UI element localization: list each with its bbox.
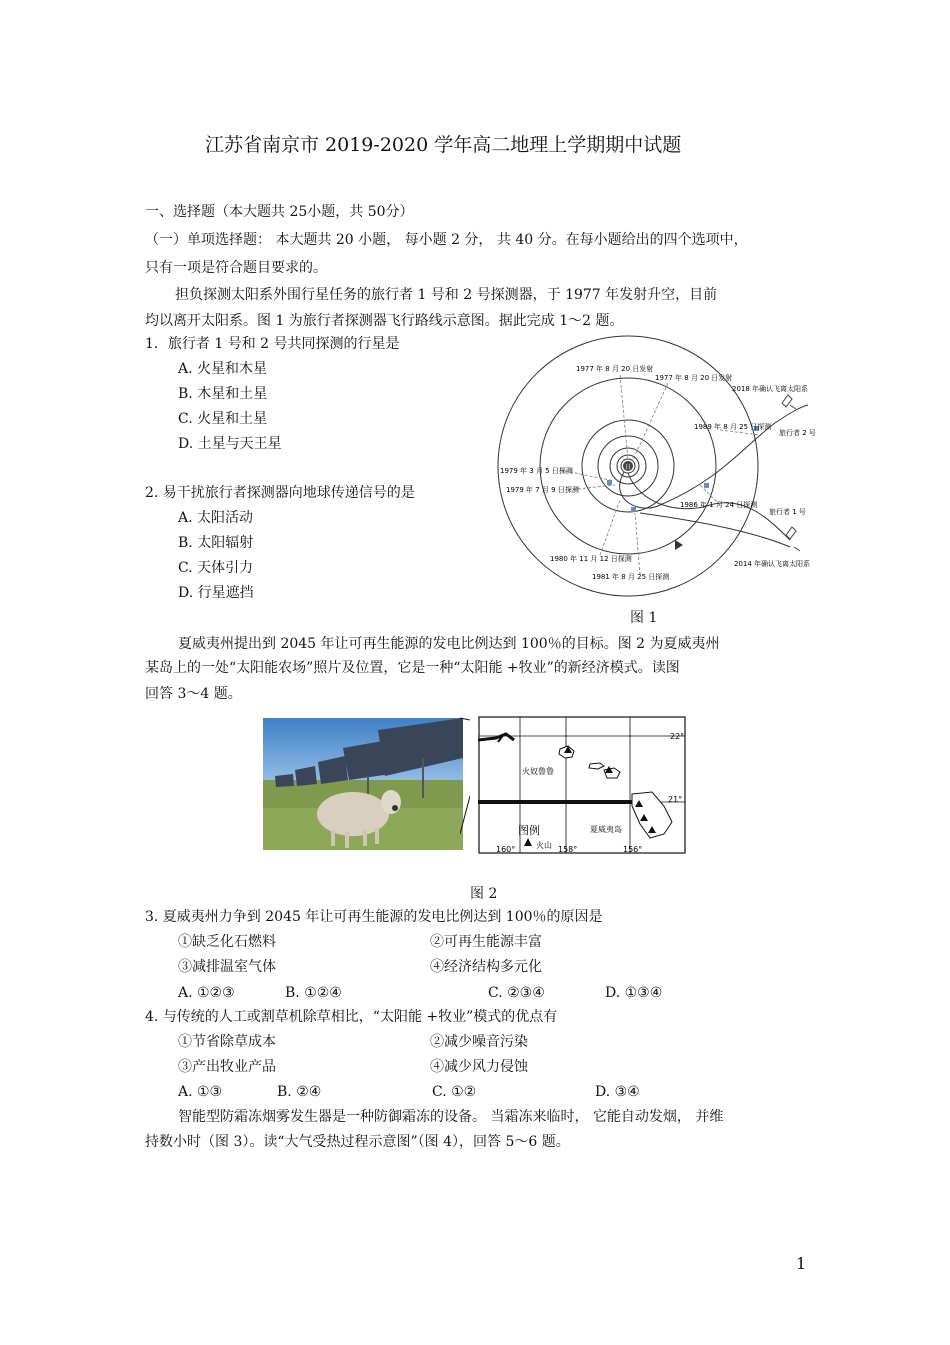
passage-line: 持数小时（图 3）。读“大气受热过程示意图”（图 4），回答 5～6 题。 xyxy=(145,1134,570,1150)
page-title: 江苏省南京市 2019-2020 学年高二地理上学期期中试题 xyxy=(205,134,682,156)
q4-option-c: C. ①② xyxy=(432,1084,477,1100)
lat-21-label: 21° xyxy=(668,795,683,804)
instructions-line: （一）单项选择题： 本大题共 20 小题， 每小题 2 分， 共 40 分。在每小题给出的四个选项中， xyxy=(145,232,748,248)
q4-option-d: D. ③④ xyxy=(595,1084,640,1100)
label-voyager-1: 旅行者 1 号 xyxy=(769,508,806,516)
q2-option-b: B. 太阳辐射 xyxy=(178,535,254,551)
question-3-stem: 3. 夏威夷州力争到 2045 年让可再生能源的发电比例达到 100％的原因是 xyxy=(145,909,603,925)
q4-statement-3: ③产出牧业产品 xyxy=(178,1059,276,1075)
q1-option-d: D. 土星与天王星 xyxy=(178,436,282,452)
q4-option-b: B. ②④ xyxy=(277,1084,322,1100)
question-4-stem: 4. 与传统的人工或割草机除草相比，“太阳能 +牧业”模式的优点有 xyxy=(145,1009,558,1025)
label-1981: 1981 年 8 月 25 日探测 xyxy=(592,573,670,581)
lat-22-label: 22° xyxy=(670,732,685,741)
label-launch-2: 1977 年 8 月 20 日发射 xyxy=(655,374,733,382)
label-1986: 1986 年 1 月 24 日探测 xyxy=(680,501,758,509)
label-leave-2014: 2014 年确认飞离太阳系 xyxy=(734,560,811,568)
q3-option-a: A. ①②③ xyxy=(178,985,235,1001)
page-number: 1 xyxy=(796,1254,807,1273)
passage-line: 担负探测太阳系外围行星任务的旅行者 1 号和 2 号探测器，于 1977 年发射升空，目前 xyxy=(175,287,718,303)
label-1979-july: 1979 年 7 月 9 日探测 xyxy=(506,486,579,494)
label-1980: 1980 年 11 月 12 日探测 xyxy=(550,555,632,563)
passage-line: 智能型防霜冻烟雾发生器是一种防御霜冻的设备。 当霜冻来临时， 它能自动发烟， 并维 xyxy=(178,1109,724,1125)
q3-statement-1: ①缺乏化石燃料 xyxy=(178,934,276,950)
figure-1-caption: 图 1 xyxy=(630,610,658,626)
label-launch-1: 1977 年 8 月 20 日发射 xyxy=(576,365,654,373)
q4-option-a: A. ①③ xyxy=(178,1084,223,1100)
q2-option-d: D. 行星遮挡 xyxy=(178,585,254,601)
voyager1-probe-icon xyxy=(786,527,800,551)
question-1-stem: 1．旅行者 1 号和 2 号共同探测的行星是 xyxy=(145,336,400,352)
label-leave-2018: 2018 年确认飞离太阳系 xyxy=(732,385,809,393)
q4-statement-4: ④减少风力侵蚀 xyxy=(430,1059,528,1075)
q3-option-d: D. ①③④ xyxy=(605,985,663,1001)
honolulu-label: 火奴鲁鲁 xyxy=(522,767,554,776)
sun-label: 日 xyxy=(625,464,632,471)
passage-line: 回答 3～4 题。 xyxy=(145,686,242,702)
label-voyager-2: 旅行者 2 号 xyxy=(779,429,816,437)
photo-connector-lines xyxy=(460,716,470,836)
legend-volcano-label: 火山 xyxy=(536,841,552,850)
passage-line: 某岛上的一处“太阳能农场”照片及位置，它是一种“太阳能 +牧业”的新经济模式。读图 xyxy=(145,660,680,676)
q3-option-b: B. ①②④ xyxy=(285,985,342,1001)
label-1989: 1989 年 8 月 25 日探测 xyxy=(694,423,772,431)
label-1979-march: 1979 年 3 月 5 日探测 xyxy=(500,467,573,475)
q4-statement-1: ①节省除草成本 xyxy=(178,1034,276,1050)
passage-line: 夏威夷州提出到 2045 年让可再生能源的发电比例达到 100％的目标。图 2 为夏威夷州 xyxy=(178,636,720,652)
question-2-stem: 2. 易干扰旅行者探测器向地球传递信号的是 xyxy=(145,485,415,501)
hawaii-location-map xyxy=(478,716,688,856)
q2-option-c: C. 天体引力 xyxy=(178,560,254,576)
q1-option-b: B. 木星和土星 xyxy=(178,386,268,402)
lon-156-label: 156° xyxy=(623,845,643,854)
lon-160-label: 160° xyxy=(496,845,516,854)
figure-2-caption: 图 2 xyxy=(470,886,498,902)
instructions-line: 只有一项是符合题目要求的。 xyxy=(145,260,327,276)
q3-statement-2: ②可再生能源丰富 xyxy=(430,934,542,950)
q2-option-a: A. 太阳活动 xyxy=(178,510,254,526)
solar-farm-photo xyxy=(263,718,463,850)
voyager-trajectory-diagram xyxy=(490,335,825,600)
q1-option-c: C. 火星和土星 xyxy=(178,411,268,427)
lon-158-label: 158° xyxy=(558,845,578,854)
q3-statement-3: ③减排温室气体 xyxy=(178,959,276,975)
passage-line: 均以离开太阳系。图 1 为旅行者探测器飞行路线示意图。据此完成 1～2 题。 xyxy=(145,313,624,329)
q1-option-a: A. 火星和木星 xyxy=(178,361,268,377)
voyager2-probe-icon xyxy=(782,395,796,409)
hawaii-island-label: 夏威夷岛 xyxy=(590,825,622,834)
q4-statement-2: ②减少噪音污染 xyxy=(430,1034,528,1050)
section-heading: 一、选择题（本大题共 25小题，共 50分） xyxy=(145,204,414,220)
direction-arrow-icon xyxy=(675,540,683,550)
q3-statement-4: ④经济结构多元化 xyxy=(430,959,542,975)
legend-title: 图例 xyxy=(518,824,540,837)
q3-option-c: C. ②③④ xyxy=(488,985,545,1001)
